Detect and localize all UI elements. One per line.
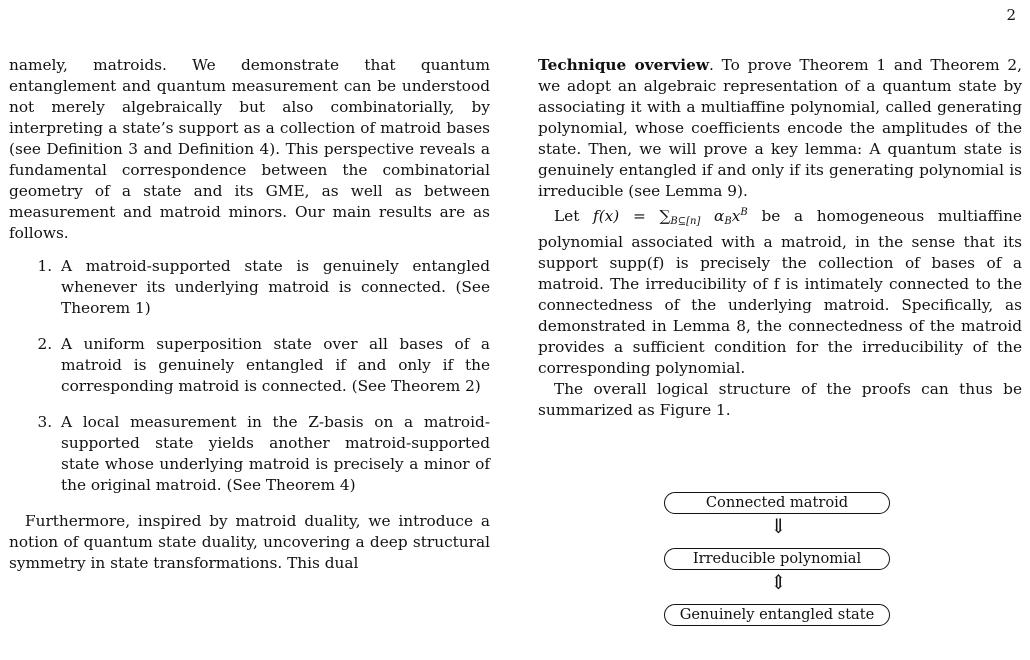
technique-overview-text: . To prove Theorem 1 and Theorem 2, we adopt an algebraic representation of a quantum state by associating it with a multiaffine polynomial, called generating polynomial, whose coefficients encode the amplitudes of the state. Then, we will prove a key lemma: A quantum state is genuinely entangled if and only if its generating polynomial is irreducible (see Lemma 9). bbox=[538, 56, 1022, 200]
formula-f: f(x) = ∑ bbox=[593, 207, 671, 225]
formula-sum-subscript: B⊆[n] bbox=[670, 216, 701, 227]
right-column bbox=[538, 55, 1022, 421]
formula-alpha-subscript: B bbox=[724, 216, 732, 227]
page-number: 2 bbox=[1006, 6, 1016, 24]
let-prefix: Let bbox=[554, 207, 594, 225]
technique-overview-paragraph bbox=[538, 55, 1022, 202]
duality-paragraph: Furthermore, inspired by matroid duality, we introduce a notion of quantum state duality, uncovering a deep structural symmetry in state transformations. This dual bbox=[9, 512, 490, 572]
polynomial-paragraph bbox=[538, 202, 1022, 379]
polynomial-text: be a homogeneous multiaffine polynomial associated with a matroid, in the sense that its support supp(f) is precisely the collection of bases of a matroid. The irreducibility of f is intimately connected to the connectedness of the underlying matroid. Specifically, as demonstrated in Lemma 8, the connectedness of the matroid provides a sufficient condition for the irreducibility of the corresponding polynomial. bbox=[538, 207, 1022, 377]
formula-x: x bbox=[731, 207, 741, 225]
left-column bbox=[9, 55, 490, 574]
figure-1-diagram bbox=[664, 492, 894, 632]
result-item-1: 1. A matroid-supported state is genuinely entangled whenever its underlying matroid is connected. (See Theorem 1) bbox=[57, 256, 490, 319]
node-irreducible-polynomial: Irreducible polynomial bbox=[664, 548, 890, 570]
implies-arrow: ⇓ bbox=[770, 514, 787, 538]
node-genuinely-entangled-state: Genuinely entangled state bbox=[664, 604, 890, 626]
node-connected-matroid: Connected matroid bbox=[664, 492, 890, 514]
intro-paragraph: namely, matroids. We demonstrate that quantum entanglement and quantum measurement can be understood not merely algebraically but also combinatorially, by interpreting a state’s support as a collection of matroid bases (see Definition 3 and Definition 4). This perspective reveals a fundamental correspondence between the combinatorial geometry of a state and its GME, as well as between measurement and matroid minors. Our main results are as follows. bbox=[9, 56, 490, 242]
main-results-list bbox=[9, 256, 490, 496]
formula-x-superscript: B bbox=[740, 207, 748, 218]
equivalence-arrow: ⇕ bbox=[770, 570, 787, 594]
result-item-3: 3. A local measurement in the Z-basis on a matroid-supported state yields another matroid-supported state whose underlying matroid is precisely a minor of the original matroid. (See Theorem 4) bbox=[57, 412, 490, 496]
technique-overview-heading: Technique overview bbox=[538, 56, 709, 74]
formula-alpha: α bbox=[700, 207, 725, 225]
result-item-2: 2. A uniform superposition state over all bases of a matroid is genuinely entangled if and only if the corresponding matroid is connected. (See Theorem 2) bbox=[57, 334, 490, 397]
summary-paragraph: The overall logical structure of the proofs can thus be summarized as Figure 1. bbox=[538, 380, 1022, 419]
